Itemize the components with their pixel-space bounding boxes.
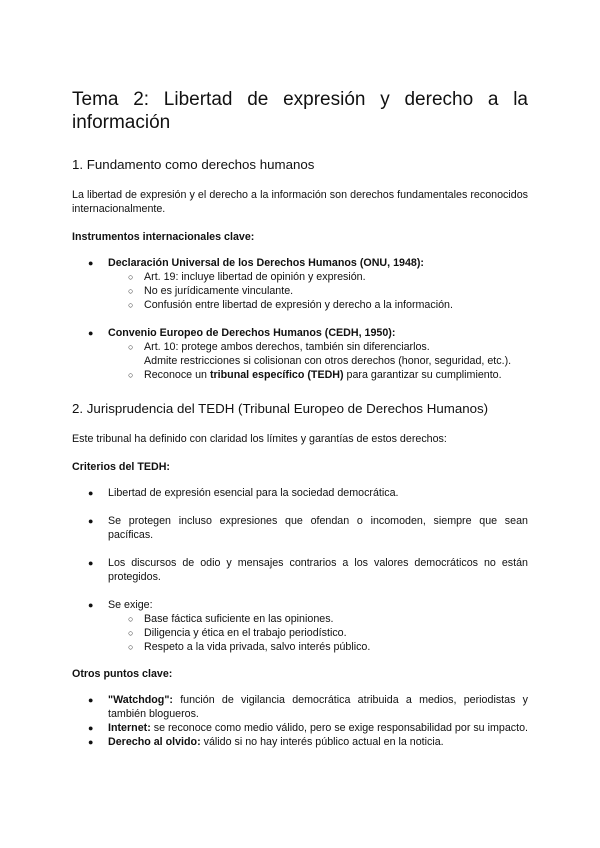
- instrument-sublist: [108, 270, 528, 312]
- sub-list-item: ○ Confusión entre libertad de expresión y derecho a la información.: [128, 299, 453, 311]
- section-1-intro: La libertad de expresión y el derecho a la información son derechos fundamentales reconocidos internacionalmente.: [72, 189, 528, 215]
- sub-list-item: ○ Art. 19: incluye libertad de opinión y expresión.: [128, 271, 366, 283]
- bullet-icon: ●: [88, 328, 94, 338]
- instrument-name: Declaración Universal de los Derechos Humanos (ONU, 1948):: [108, 257, 424, 269]
- criteria-heading: Criterios del TEDH:: [72, 461, 170, 473]
- bullet-icon: ●: [88, 488, 94, 498]
- bullet-icon: ●: [88, 558, 94, 568]
- section-2-intro: Este tribunal ha definido con claridad los límites y garantías de estos derechos:: [72, 433, 447, 445]
- instrument-udhr: [72, 256, 528, 312]
- document-content: [72, 88, 528, 749]
- sub-list-item: ○ Base fáctica suficiente en las opiniones.: [128, 613, 334, 625]
- instrument-cedh: [72, 326, 528, 382]
- circle-bullet-icon: ○: [128, 342, 134, 352]
- other-point-item: ● Derecho al olvido: válido si no hay interés público actual en la noticia.: [88, 736, 444, 748]
- section-2-heading: 2. Jurisprudencia del TEDH (Tribunal Europeo de Derechos Humanos): [72, 401, 489, 416]
- tedh-emphasis: tribunal específico (TEDH): [209, 369, 344, 381]
- sub-list-item: ○ Respeto a la vida privada, salvo interés público.: [128, 641, 371, 653]
- sub-list-item: ○ Art. 10: protege ambos derechos, también sin diferenciarlos. Admite restricciones si colisionan con otros derechos (honor, seguridad, etc.).: [128, 341, 512, 367]
- requirements-list: [108, 612, 528, 654]
- circle-bullet-icon: ○: [128, 642, 134, 652]
- bullet-icon: ●: [88, 737, 94, 747]
- circle-bullet-icon: ○: [128, 272, 134, 282]
- sub-list-item: ○ Reconoce un tribunal específico (TEDH) para garantizar su cumplimiento.: [128, 369, 502, 381]
- criteria-item: ● Libertad de expresión esencial para la sociedad democrática.: [88, 487, 399, 499]
- section-1-heading: 1. Fundamento como derechos humanos: [72, 157, 315, 172]
- bullet-icon: ●: [88, 723, 94, 733]
- page-title: Tema 2: Libertad de expresión y derecho a la información: [72, 89, 528, 133]
- instruments-list: [72, 256, 528, 382]
- criteria-item: ● Se exige: ○ Base fáctica suficiente en las opiniones. ○ Diligencia y ética en el trabajo periodístico. ○ Respeto a la vida privada, salvo interés público.: [72, 598, 528, 654]
- circle-bullet-icon: ○: [128, 614, 134, 624]
- bullet-icon: ●: [88, 695, 94, 705]
- criteria-item: ● Los discursos de odio y mensajes contrarios a los valores democráticos no están protegidos.: [88, 557, 528, 583]
- other-points-heading: Otros puntos clave:: [72, 668, 173, 680]
- instrument-name: Convenio Europeo de Derechos Humanos (CEDH, 1950):: [108, 327, 396, 339]
- circle-bullet-icon: ○: [128, 300, 134, 310]
- circle-bullet-icon: ○: [128, 286, 134, 296]
- criteria-item: ● Se protegen incluso expresiones que ofendan o incomoden, siempre que sean pacíficas.: [88, 515, 528, 541]
- instrument-sublist: [108, 340, 528, 382]
- sub-list-item: ○ Diligencia y ética en el trabajo periodístico.: [128, 627, 347, 639]
- bullet-icon: ●: [88, 516, 94, 526]
- other-point-item: ● Internet: se reconoce como medio válido, pero se exige responsabilidad por su impacto.: [88, 722, 528, 734]
- bullet-icon: ●: [88, 258, 94, 268]
- other-points-list: [72, 693, 528, 749]
- sub-list-item: ○ No es jurídicamente vinculante.: [128, 285, 294, 297]
- other-point-item: ● "Watchdog": función de vigilancia democrática atribuida a medios, periodistas y también blogueros.: [88, 694, 528, 720]
- criteria-list: [72, 486, 528, 654]
- circle-bullet-icon: ○: [128, 370, 134, 380]
- instruments-heading: Instrumentos internacionales clave:: [72, 231, 255, 243]
- circle-bullet-icon: ○: [128, 628, 134, 638]
- bullet-icon: ●: [88, 600, 94, 610]
